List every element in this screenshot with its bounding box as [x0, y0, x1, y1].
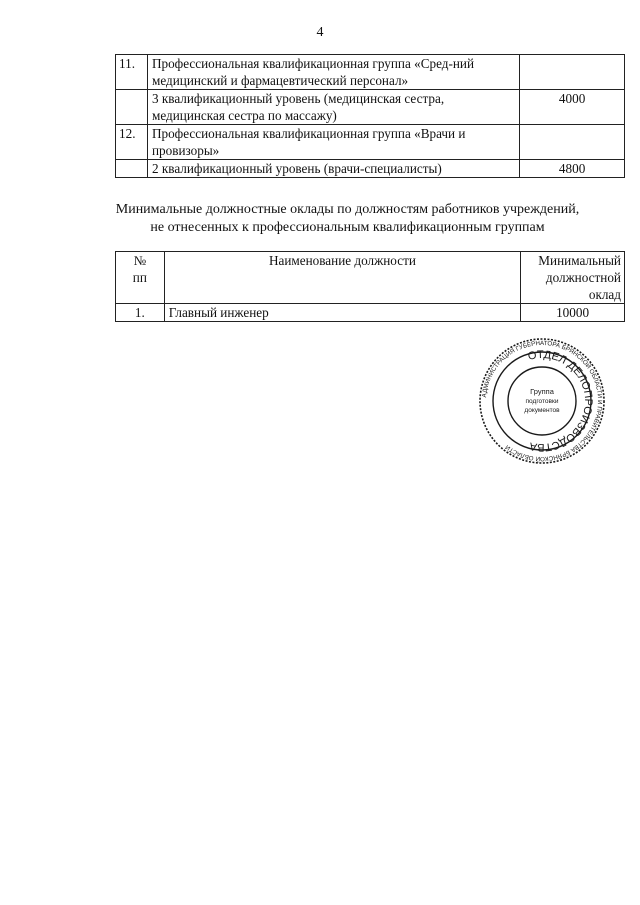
- header-salary: [521, 252, 625, 304]
- qualification-name: Профессиональная квалификационная группа «Сред-ний медицинский и фармацевтический персонал»: [147, 55, 519, 90]
- stamp-inner-text: Группа: [530, 387, 554, 396]
- official-stamp: [478, 337, 606, 465]
- section-heading: [60, 201, 635, 237]
- row-number: 12.: [116, 125, 148, 160]
- header-text: должностной: [545, 270, 621, 285]
- qualification-name: Профессиональная квалификационная группа «Врачи и провизоры»: [147, 125, 519, 160]
- salary-value: 10000: [521, 304, 625, 322]
- salary-value: [520, 125, 625, 160]
- header-number: [116, 252, 165, 304]
- row-number: [116, 90, 148, 125]
- row-number: 11.: [116, 55, 148, 90]
- header-text: №: [133, 253, 147, 268]
- positions-table: [115, 251, 625, 322]
- header-text: оклад: [588, 287, 621, 302]
- table-row: [116, 125, 625, 160]
- stamp-outer-text: АДМИНИСТРАЦИЯ ГУБЕРНАТОРА БРЯНСКОЙ ОБЛАСТИ И ПРАВИТЕЛЬСТВА БРЯНСКОЙ ОБЛАСТИ: [481, 339, 604, 463]
- table-header-row: [116, 252, 625, 304]
- row-number: 1.: [116, 304, 165, 322]
- table-row: [116, 55, 625, 90]
- qualification-table: [115, 54, 625, 178]
- position-name: Главный инженер: [164, 304, 520, 322]
- table-row: [116, 160, 625, 178]
- stamp-inner-text: документов: [524, 407, 560, 414]
- header-text: Минимальный: [538, 253, 621, 268]
- page-number: 4: [316, 25, 324, 40]
- stamp-middle-text: ОТДЕЛ ДЕЛОПРОИЗВОДСТВА: [526, 348, 595, 454]
- heading-line: Минимальные должностные оклады по должностям работников учреждений,: [115, 202, 580, 217]
- heading-line: не отнесенных к профессиональным квалификационным группам: [150, 220, 545, 235]
- stamp-inner-text: подготовки: [525, 398, 559, 405]
- salary-value: [520, 55, 625, 90]
- header-text: пп: [132, 270, 147, 285]
- header-position-name: Наименование должности: [164, 252, 520, 304]
- row-number: [116, 160, 148, 178]
- qualification-name: 2 квалификационный уровень (врачи-специалисты): [147, 160, 519, 178]
- qualification-name: 3 квалификационный уровень (медицинская сестра, медицинская сестра по массажу): [147, 90, 519, 125]
- salary-value: 4800: [520, 160, 625, 178]
- salary-value: 4000: [520, 90, 625, 125]
- table-row: [116, 304, 625, 322]
- table-row: [116, 90, 625, 125]
